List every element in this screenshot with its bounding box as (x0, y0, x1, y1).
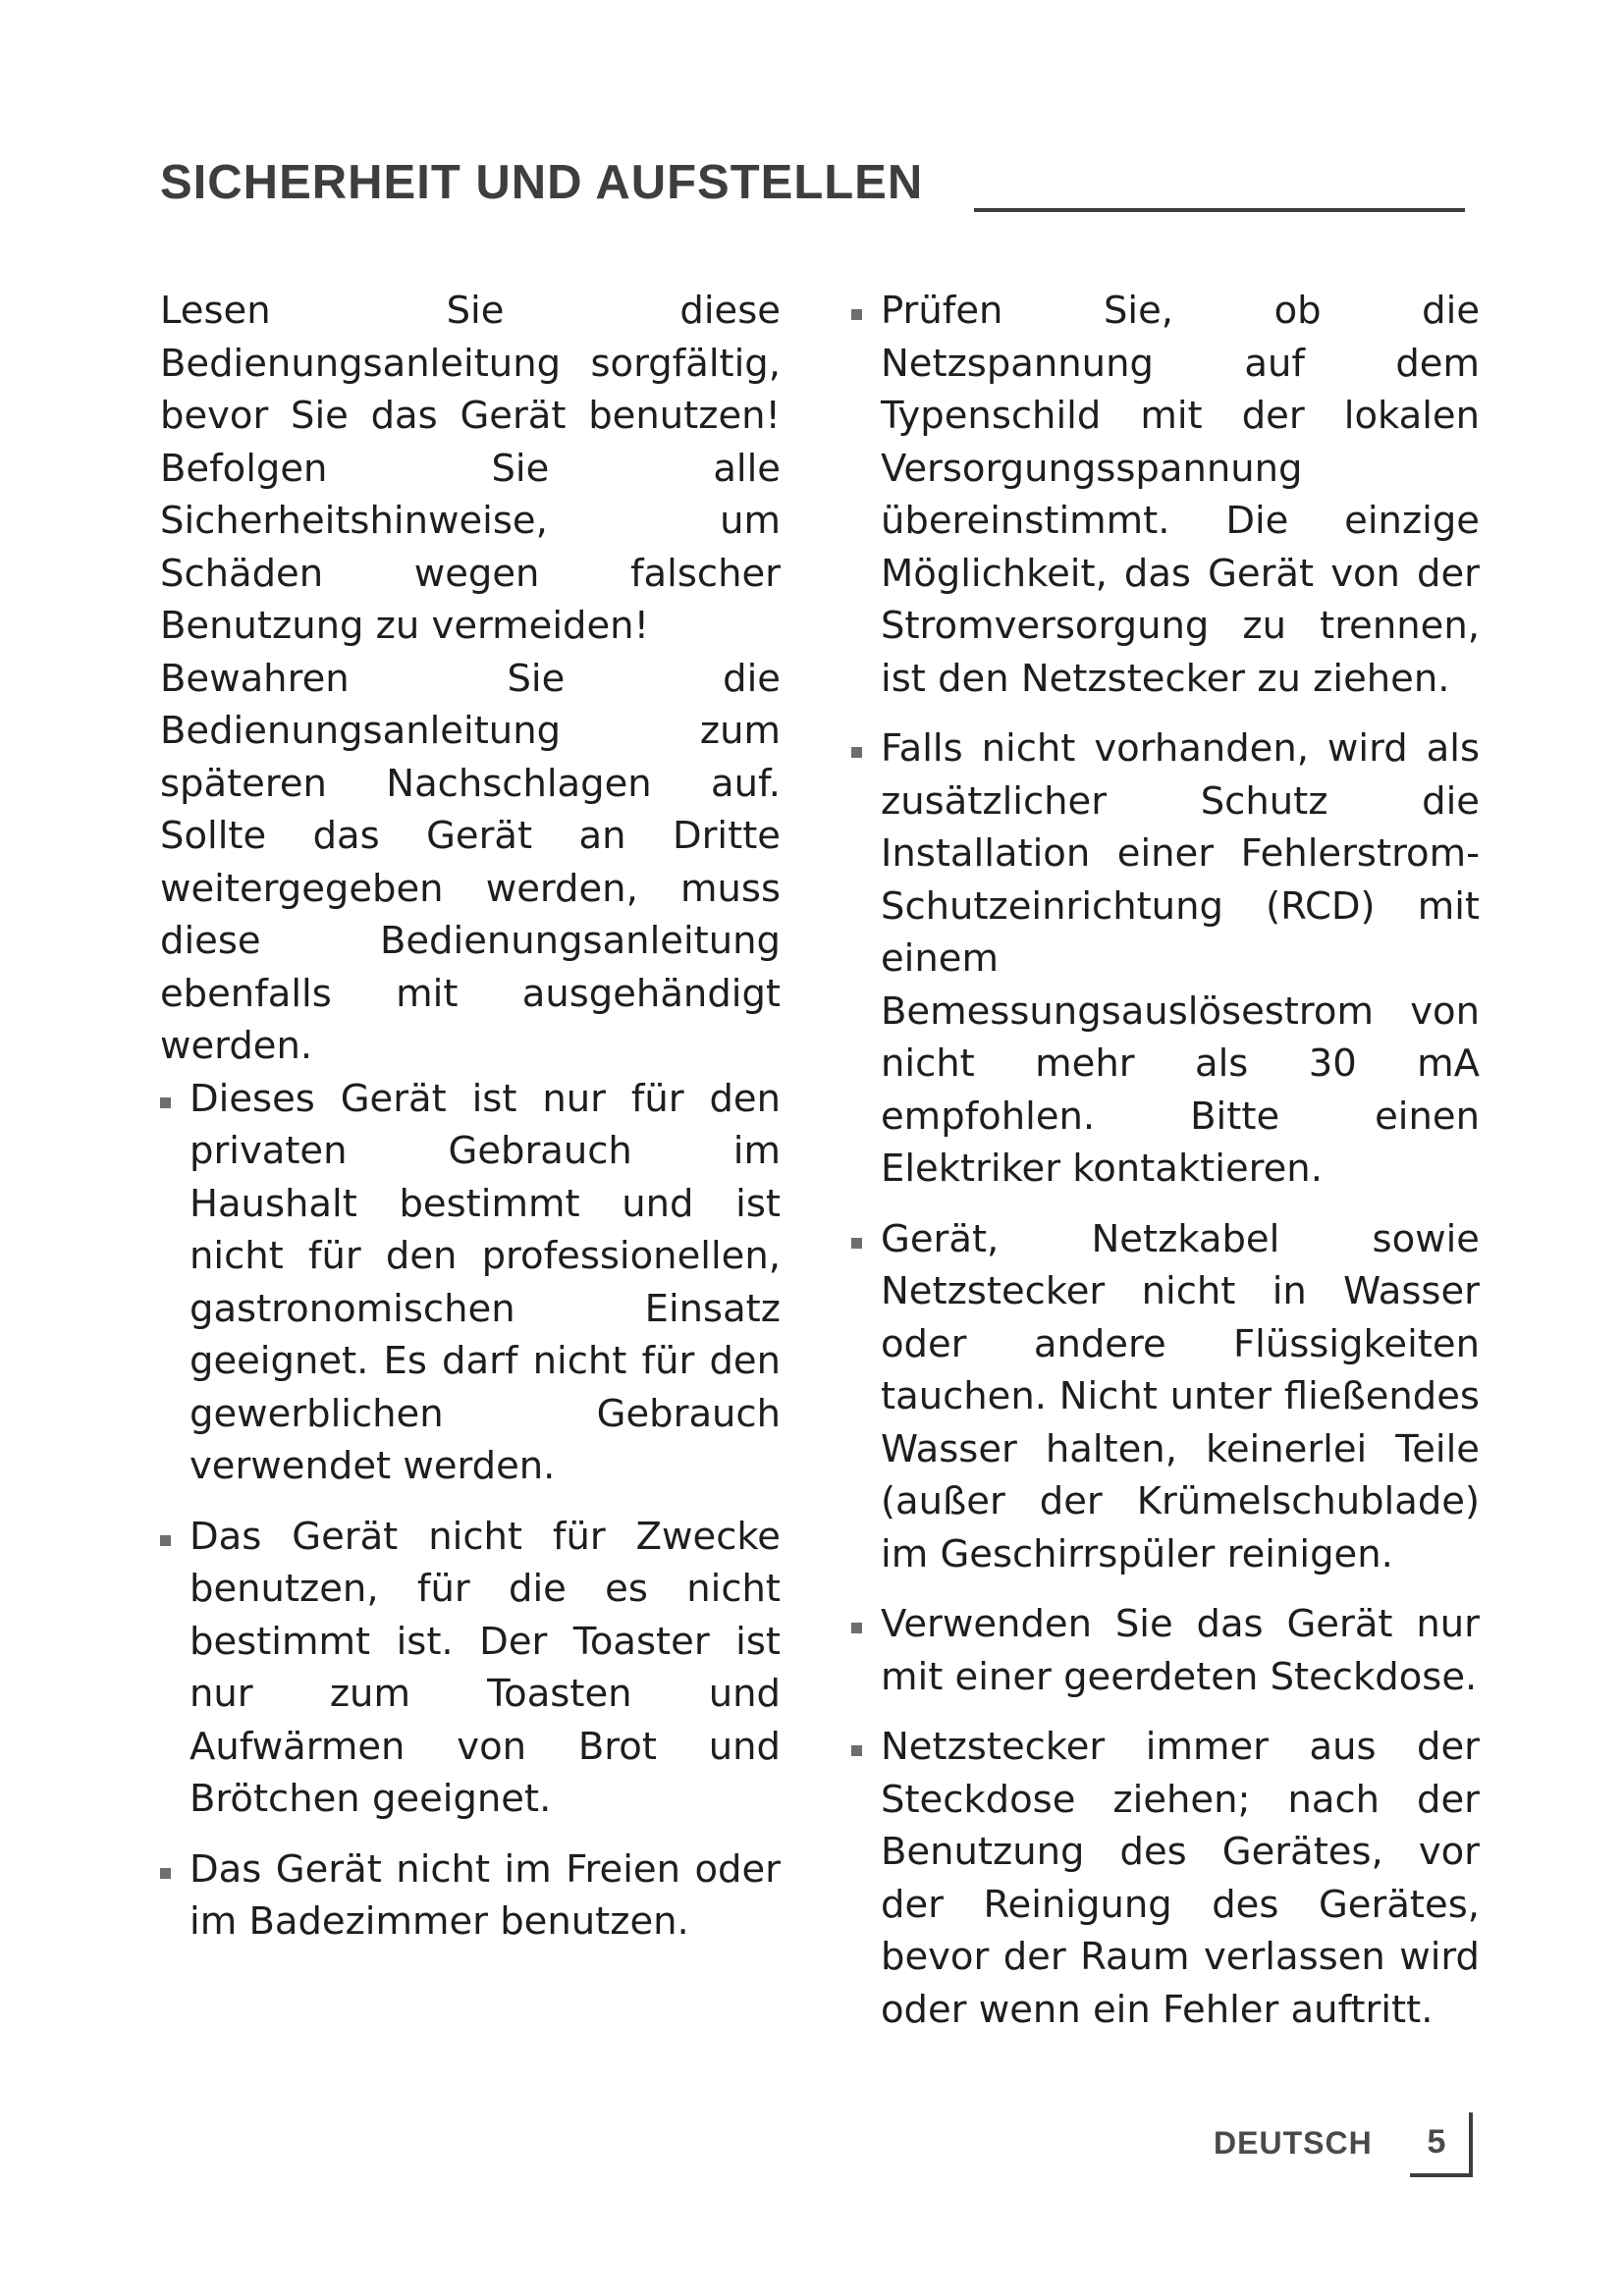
intro-paragraph: Lesen Sie diese Bedienungsanleitung sorgfältig, bevor Sie das Gerät benutzen! Befolgen Sie alle Sicherheitshinweise, um Schäden wegen falscher Benutzung zu vermeiden! (160, 289, 781, 648)
square-bullet-icon (851, 1745, 862, 1756)
list-item (160, 1511, 781, 1826)
list-item (851, 285, 1480, 705)
intro-paragraph: Bewahren Sie die Bedienungsanleitung zum späteren Nachschlagen auf. Sollte das Gerät an Dritte weitergegeben werden, muss diese Bedienungsanleitung ebenfalls mit ausgehändigt werden. (160, 656, 781, 1068)
page-title: SICHERHEIT UND AUFSTELLEN (160, 156, 924, 209)
list-item-text: Dieses Gerät ist nur für den privaten Gebrauch im Haushalt bestimmt und ist nicht für den professionellen, gastronomischen Einsatz geeignet. Es darf nicht für den gewerblichen Gebrauch verwendet werden. (189, 1076, 781, 1488)
square-bullet-icon (160, 1868, 171, 1879)
list-item (851, 1721, 1480, 2036)
square-bullet-icon (160, 1097, 171, 1108)
list-item (160, 1073, 781, 1493)
square-bullet-icon (851, 1623, 862, 1633)
list-item (160, 1843, 781, 1949)
page-number: 5 (1427, 2123, 1446, 2161)
right-column (851, 285, 1480, 2036)
list-item-text: Das Gerät nicht im Freien oder im Badezimmer benutzen. (189, 1846, 781, 1944)
page-number-rule (1410, 2173, 1473, 2177)
list-item-text: Gerät, Netzkabel sowie Netzstecker nicht in Wasser oder andere Flüssigkeiten tauchen. Nicht unter fließendes Wasser halten, keinerlei Teile (außer der Krümelschublade) im Geschirrspüler reinigen. (881, 1216, 1480, 1576)
list-item (851, 1598, 1480, 1703)
list-item-text: Das Gerät nicht für Zwecke benutzen, für die es nicht bestimmt ist. Der Toaster ist nur zum Toasten und Aufwärmen von Brot und Brötchen geeignet. (189, 1514, 781, 1821)
page-number-rule (1469, 2112, 1473, 2177)
square-bullet-icon (160, 1535, 171, 1546)
square-bullet-icon (851, 747, 862, 758)
footer-language: DEUTSCH (1214, 2125, 1373, 2161)
list-item (851, 1213, 1480, 1581)
list-item (851, 722, 1480, 1196)
list-item-text: Verwenden Sie das Gerät nur mit einer geerdeten Steckdose. (881, 1602, 1480, 1699)
left-column (160, 285, 781, 1949)
list-item-text: Netzstecker immer aus der Steckdose ziehen; nach der Benutzung des Gerätes, vor der Reinigung des Gerätes, bevor der Raum verlassen wird oder wenn ein Fehler auftritt. (881, 1725, 1480, 2032)
title-rule (974, 208, 1465, 212)
square-bullet-icon (851, 1238, 862, 1249)
list-item-text: Prüfen Sie, ob die Netzspannung auf dem Typenschild mit der lokalen Versorgungsspannung übereinstimmt. Die einzige Möglichkeit, das Gerät von der Stromversorgung zu trennen, ist den Netzstecker zu ziehen. (881, 289, 1480, 701)
square-bullet-icon (851, 309, 862, 320)
list-item-text: Falls nicht vorhanden, wird als zusätzlicher Schutz die Installation einer Fehlerstrom-Schutzeinrichtung (RCD) mit einem Bemessungsauslösestrom von nicht mehr als 30 mA empfohlen. Bitte einen Elektriker kontaktieren. (881, 726, 1480, 1191)
